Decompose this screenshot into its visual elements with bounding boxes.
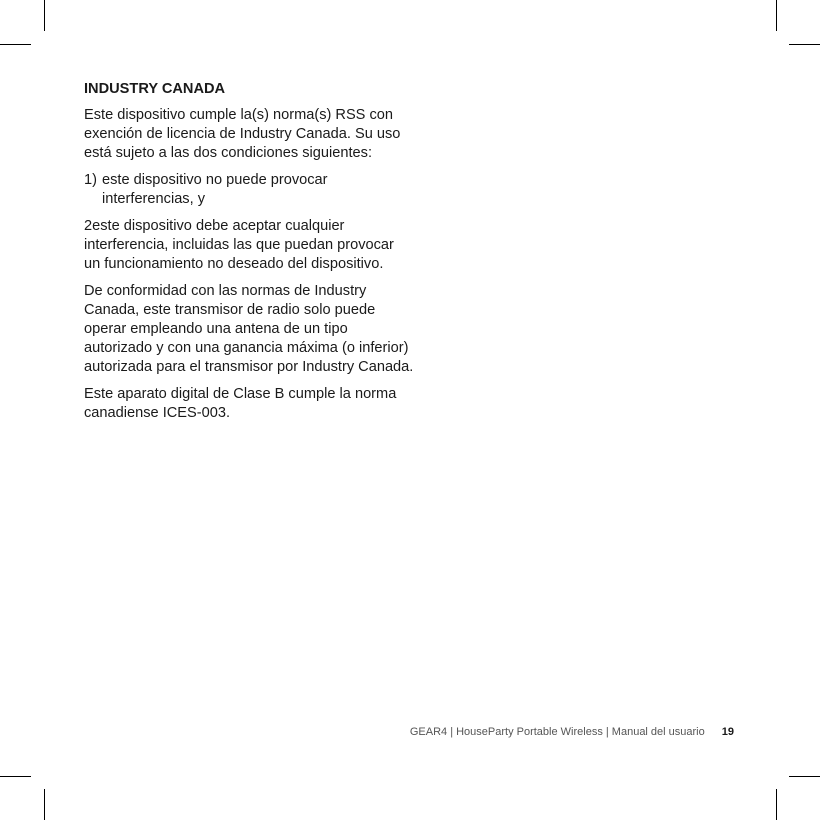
page-footer	[410, 725, 734, 739]
condition-text: este dispositivo no puede provocar interferencias, y	[102, 172, 328, 207]
main-content	[84, 80, 414, 431]
crop-mark-bottom-left-horizontal	[0, 776, 31, 777]
crop-mark-bottom-right-horizontal	[789, 776, 820, 777]
crop-mark-top-left-vertical	[44, 0, 45, 31]
condition-number: 1)	[84, 172, 97, 188]
paragraph-ices: Este aparato digital de Clase B cumple la norma canadiense ICES-003.	[84, 386, 397, 421]
crop-mark-top-left-horizontal	[0, 44, 31, 45]
page-number: 19	[721, 726, 734, 738]
crop-mark-top-right-vertical	[776, 0, 777, 31]
condition-item	[84, 171, 414, 209]
intro-paragraph: Este dispositivo cumple la(s) norma(s) RSS con exención de licencia de Industry Canada. Su uso está sujeto a las dos condiciones siguientes:	[84, 107, 401, 161]
section-heading: INDUSTRY CANADA	[84, 81, 226, 97]
crop-mark-bottom-right-vertical	[776, 789, 777, 820]
crop-mark-bottom-left-vertical	[44, 789, 45, 820]
crop-mark-top-right-horizontal	[789, 44, 820, 45]
footer-text: GEAR4 | HouseParty Portable Wireless | Manual del usuario	[409, 726, 705, 738]
paragraph-condition-2: 2este dispositivo debe aceptar cualquier interferencia, incluidas las que puedan provocar un funcionamiento no deseado del dispositivo.	[84, 218, 394, 272]
paragraph-antenna: De conformidad con las normas de Industry Canada, este transmisor de radio solo puede operar empleando una antena de un tipo autorizado y con una ganancia máxima (o inferior) autorizada para el transmisor por Industry Canada.	[84, 283, 414, 375]
